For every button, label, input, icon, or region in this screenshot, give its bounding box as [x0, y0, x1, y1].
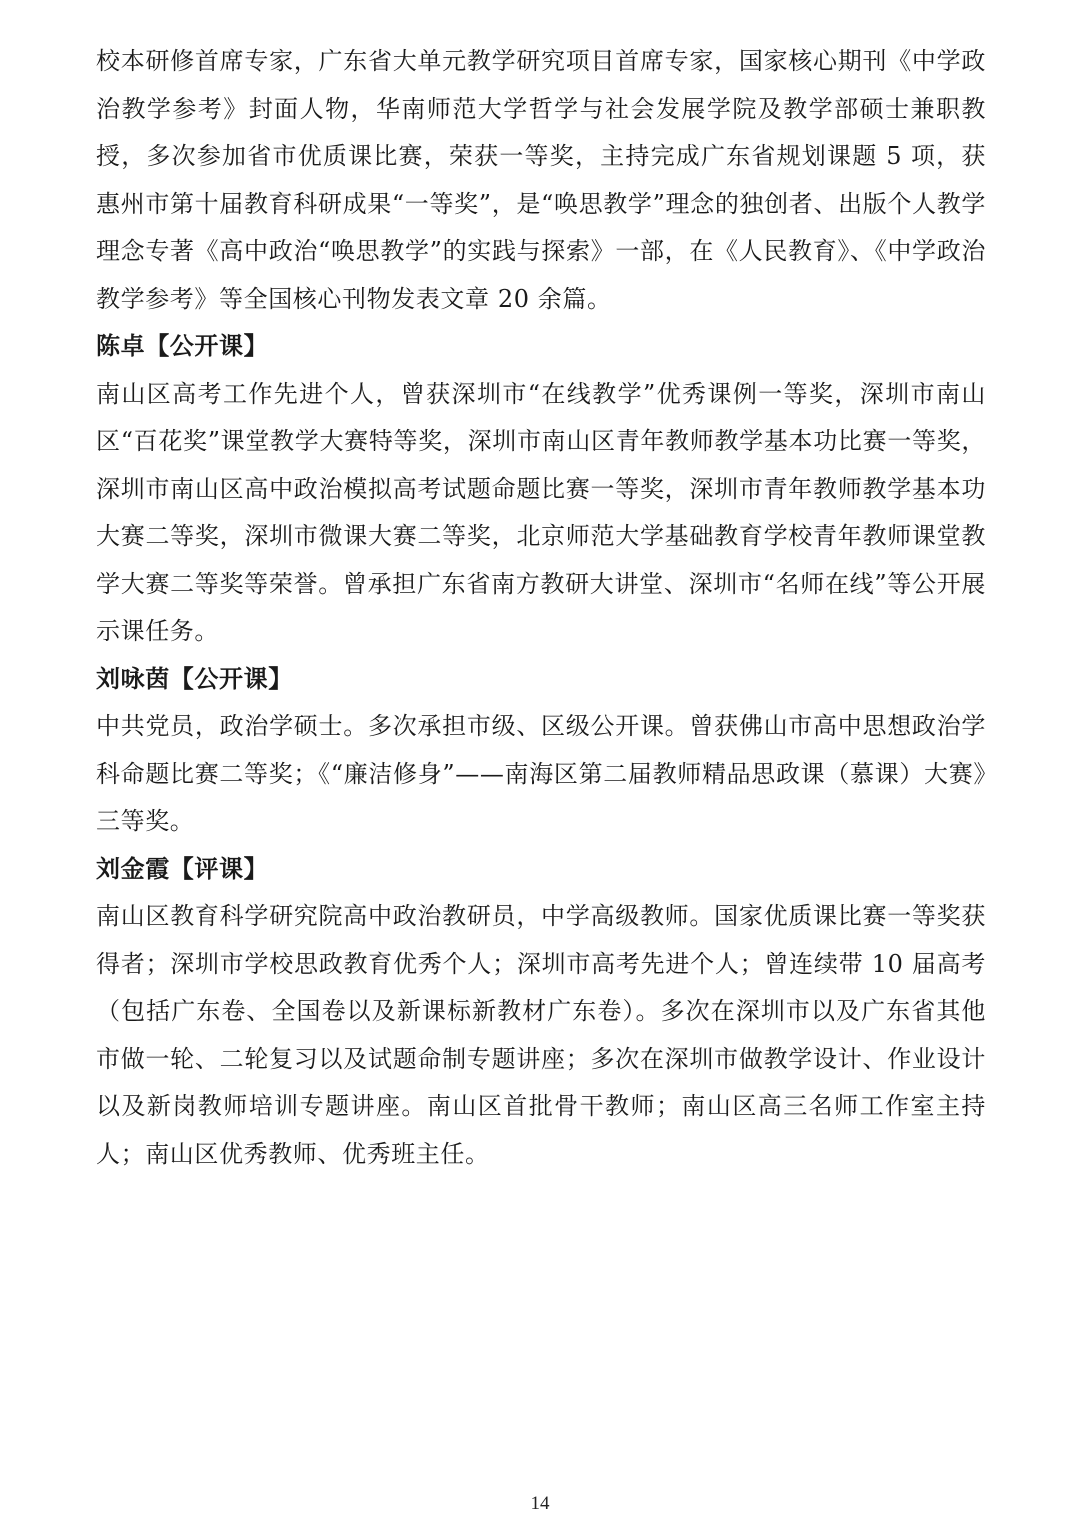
page-number: 14: [530, 1493, 550, 1514]
section-heading: 刘咏茵【公开课】: [96, 664, 293, 693]
section-chen-zhuo: [96, 323, 986, 656]
document-page: [96, 38, 986, 1178]
intro-paragraph: 校本研修首席专家，广东省大单元教学研究项目首席专家，国家核心期刊《中学政治教学参考》封面人物，华南师范大学哲学与社会发展学院及教学部硕士兼职教授，多次参加省市优质课比赛，荣获一等奖，主持完成广东省规划课题 5 项，获惠州市第十届教育科研成果“一等奖”，是“唤思教学”理念的独创者、出版个人教学理念专著《高中政治“唤思教学”的实践与探索》一部，在《人民教育》、《中学政治教学参考》等全国核心刊物发表文章 20 余篇。: [96, 47, 986, 313]
section-heading: 刘金霞【评课】: [96, 854, 269, 883]
section-liu-yongyin: [96, 656, 986, 846]
section-liu-jinxia: [96, 846, 986, 1179]
section-body: 中共党员，政治学硕士。多次承担市级、区级公开课。曾获佛山市高中思想政治学科命题比赛二等奖；《“廉洁修身”——南海区第二届教师精品思政课（慕课）大赛》三等奖。: [96, 712, 986, 835]
section-heading: 陈卓【公开课】: [96, 332, 269, 360]
section-body: 南山区高考工作先进个人，曾获深圳市“在线教学”优秀课例一等奖，深圳市南山区“百花奖”课堂教学大赛特等奖，深圳市南山区青年教师教学基本功比赛一等奖，深圳市南山区高中政治模拟高考试题命题比赛一等奖，深圳市青年教师教学基本功大赛二等奖，深圳市微课大赛二等奖，北京师范大学基础教育学校青年教师课堂教学大赛二等奖等荣誉。曾承担广东省南方教研大讲堂、深圳市“名师在线”等公开展示课任务。: [96, 379, 986, 645]
section-body: 南山区教育科学研究院高中政治教研员，中学高级教师。国家优质课比赛一等奖获得者；深圳市学校思政教育优秀个人；深圳市高考先进个人；曾连续带 10 届高考（包括广东卷、全国卷以及新课标新教材广东卷）。多次在深圳市以及广东省其他市做一轮、二轮复习以及试题命制专题讲座；多次在深圳市做教学设计、作业设计以及新岗教师培训专题讲座。南山区首批骨干教师；南山区高三名师工作室主持人；南山区优秀教师、优秀班主任。: [96, 902, 986, 1168]
